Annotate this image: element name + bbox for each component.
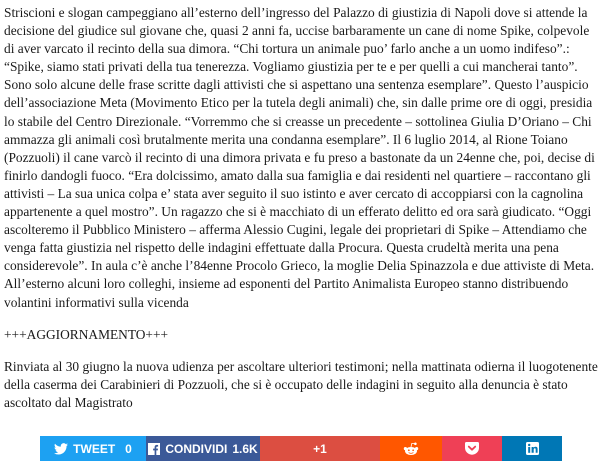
article-paragraph-update: Rinviata al 30 giugno la nuova udienza per ascoltare ulteriori testimoni; nella mattinata odierna il luogotenente della caserma dei Carabinieri di Pozzuoli, che si è occupato delle indagini in seguito alla denuncia è stato ascoltato dal Magistrato xyxy=(4,358,598,410)
twitter-share-button[interactable] xyxy=(40,436,146,461)
twitter-label: TWEET xyxy=(73,441,116,456)
linkedin-icon xyxy=(526,442,539,455)
facebook-share-button[interactable] xyxy=(146,436,260,461)
reddit-icon xyxy=(403,442,419,456)
pocket-icon xyxy=(465,442,479,455)
pocket-share-button[interactable] xyxy=(442,436,502,461)
google-plus-label: +1 xyxy=(313,441,327,456)
facebook-icon xyxy=(148,443,160,455)
linkedin-share-button[interactable] xyxy=(502,436,562,461)
twitter-bird-icon xyxy=(54,443,68,455)
twitter-count: 0 xyxy=(125,441,132,456)
facebook-label: CONDIVIDI xyxy=(165,441,228,456)
article-paragraph-main: Striscioni e slogan campeggiano all’esterno dell’ingresso del Palazzo di giustizia di Napoli dove si attende la decisione del giudice sul giovane che, quasi 2 anni fa, uccise barbaramente un cane di nome Spike, colpevole di aver varcato il recinto della sua dimora. “Chi tortura un animale puo’ farlo anche a un uomo indifeso”.: “Spike, siamo stati privati della tua tenerezza. Vogliamo giustizia per te e per quelli a cui mancherai tanto”. Sono solo alcune delle frase scritte dagli attivisti che si aspettano una sentenza esemplare”. Questo l’auspicio dell’associazione Meta (Movimento Etico per la tutela degli animali) che, sin dalle prime ore di oggi, presidia lo stabile del Centro Direzionale. “Vorremmo che si creasse un precedente – sottolinea Giulia D’Oriano – Chi ammazza gli animali così brutalmente merita una condanna esemplare”. Il 6 luglio 2014, al Rione Toiano (Pozzuoli) il cane varcò il recinto di una dimora privata e fu preso a bastonate da un 24enne che, poi, decise di finirlo dandogli fuoco. “Era dolcissimo, amato dalla sua famiglia e dai residenti nel quartiere – raccontano gli attivisti – La sua unica colpa e’ stata aver seguito il suo istinto e aver cercato di accoppiarsi con la cagnolina appartenente a quel mostro”. Un ragazzo che si è macchiato di un efferato delitto ed ora sarà giudicato. “Oggi ascolteremo il Pubblico Ministero – afferma Alessio Cugini, legale dei proprietari di Spike – Attendiamo che venga fatta giustizia nel rispetto delle indagini effettuate dalla Procura. Questa crudeltà merita una pena considerevole”. In aula c’è anche l’84enne Procolo Grieco, la moglie Delia Spinazzola e due attiviste di Meta. All’esterno alcuni loro colleghi, insieme ad esponenti del Partito Animalista Europeo stanno distribuendo volantini informativi sulla vicenda xyxy=(4,5,595,310)
reddit-share-button[interactable] xyxy=(380,436,442,461)
share-bar xyxy=(40,436,562,461)
google-plus-share-button[interactable] xyxy=(260,436,380,461)
article-body xyxy=(4,4,600,412)
facebook-count: 1.6K xyxy=(232,441,258,456)
update-heading: +++AGGIORNAMENTO+++ xyxy=(4,326,169,342)
